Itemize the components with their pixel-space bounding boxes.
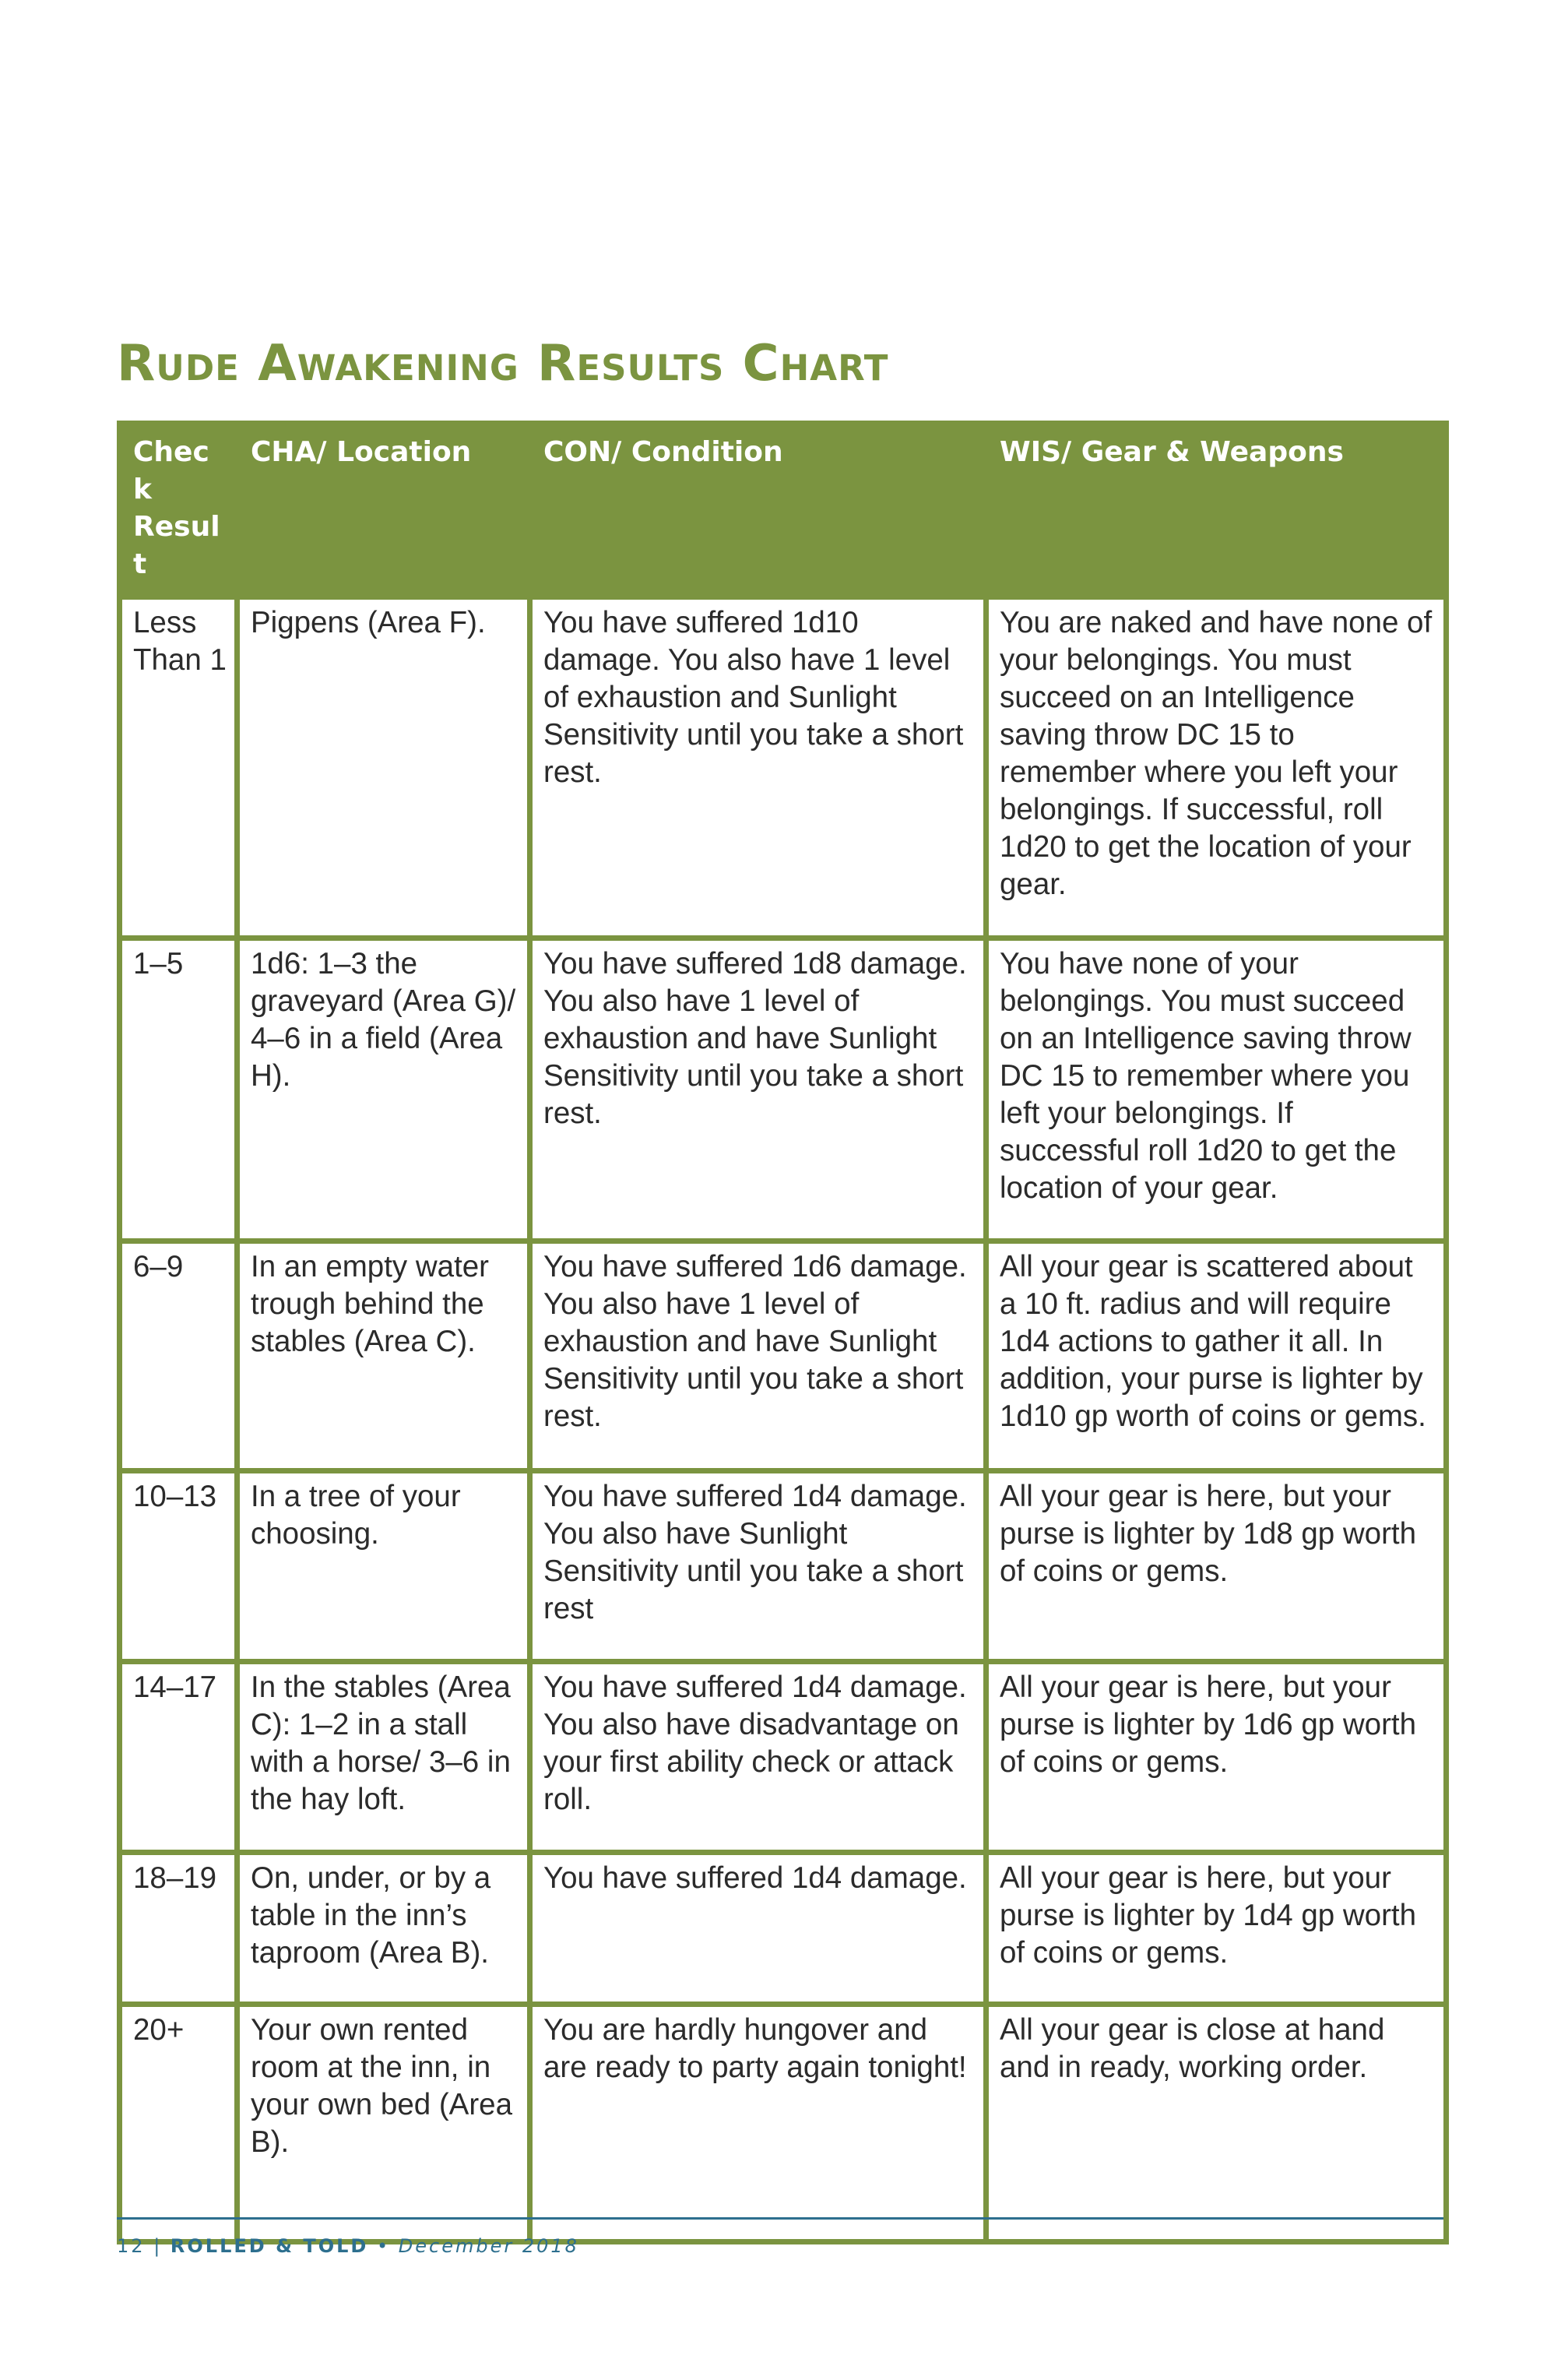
cell-check: 10–13 [120, 1471, 237, 1662]
header-con-condition: CON/ Condition [530, 424, 986, 597]
cell-location: In a tree of your choosing. [237, 1471, 530, 1662]
cell-condition: You have suffered 1d4 damage. [530, 1853, 986, 2005]
results-table [117, 421, 1449, 2244]
cell-location: In an empty water trough behind the stables (Area C). [237, 1241, 530, 1471]
cell-condition: You have suffered 1d6 damage. You also have 1 level of exhaustion and have Sunlight Sensitivity until you take a short rest. [530, 1241, 986, 1471]
cell-check: 14–17 [120, 1662, 237, 1853]
cell-location: Pigpens (Area F). [237, 597, 530, 938]
table-row [120, 1471, 1447, 1662]
cell-gear: You have none of your belongings. You must succeed on an Intelligence saving throw DC 15 to remember where you left your belongings. If successful roll 1d20 to get the location of your gear. [986, 938, 1447, 1241]
table-row [120, 1662, 1447, 1853]
page-number: 12 [117, 2235, 146, 2257]
cell-check: 1–5 [120, 938, 237, 1241]
cell-location: Your own rented room at the inn, in your own bed (Area B). [237, 2005, 530, 2242]
cell-condition: You have suffered 1d4 damage. You also have Sunlight Sensitivity until you take a short rest [530, 1471, 986, 1662]
cell-condition: You have suffered 1d4 damage. You also have disadvantage on your first ability check or attack roll. [530, 1662, 986, 1853]
footer-divider [117, 2217, 1443, 2220]
table-row [120, 938, 1447, 1241]
cell-location: On, under, or by a table in the inn’s taproom (Area B). [237, 1853, 530, 2005]
header-cha-location: CHA/ Location [237, 424, 530, 597]
cell-check: Less Than 1 [120, 597, 237, 938]
table-row [120, 597, 1447, 938]
page-footer [117, 2235, 579, 2257]
cell-gear: All your gear is here, but your purse is lighter by 1d8 gp worth of coins or gems. [986, 1471, 1447, 1662]
publication-name: ROLLED & TOLD [170, 2235, 369, 2257]
table-header-row [120, 424, 1447, 597]
table-row [120, 1241, 1447, 1471]
cell-gear: All your gear is here, but your purse is lighter by 1d6 gp worth of coins or gems. [986, 1662, 1447, 1853]
header-check-result: Check Result [120, 424, 237, 597]
chart-title: Rude Awakening Results Chart [117, 335, 889, 393]
cell-location: In the stables (Area C): 1–2 in a stall with a horse/ 3–6 in the hay loft. [237, 1662, 530, 1853]
cell-location: 1d6: 1–3 the graveyard (Area G)/ 4–6 in a field (Area H). [237, 938, 530, 1241]
bullet-icon: • [376, 2235, 391, 2257]
cell-check: 18–19 [120, 1853, 237, 2005]
footer-separator: | [153, 2235, 163, 2257]
cell-gear: You are naked and have none of your belongings. You must succeed on an Intelligence saving throw DC 15 to remember where you left your belongings. If successful, roll 1d20 to get the location of your gear. [986, 597, 1447, 938]
cell-condition: You have suffered 1d8 damage. You also have 1 level of exhaustion and have Sunlight Sensitivity until you take a short rest. [530, 938, 986, 1241]
cell-gear: All your gear is close at hand and in ready, working order. [986, 2005, 1447, 2242]
header-wis-gear: WIS/ Gear & Weapons [986, 424, 1447, 597]
table-row [120, 1853, 1447, 2005]
cell-check: 6–9 [120, 1241, 237, 1471]
cell-condition: You are hardly hungover and are ready to party again tonight! [530, 2005, 986, 2242]
issue-date: December 2018 [398, 2235, 579, 2257]
cell-check: 20+ [120, 2005, 237, 2242]
cell-gear: All your gear is scattered about a 10 ft. radius and will require 1d4 actions to gather it all. In addition, your purse is lighter by 1d10 gp worth of coins or gems. [986, 1241, 1447, 1471]
cell-gear: All your gear is here, but your purse is lighter by 1d4 gp worth of coins or gems. [986, 1853, 1447, 2005]
cell-condition: You have suffered 1d10 damage. You also have 1 level of exhaustion and Sunlight Sensitivity until you take a short rest. [530, 597, 986, 938]
table-row [120, 2005, 1447, 2242]
